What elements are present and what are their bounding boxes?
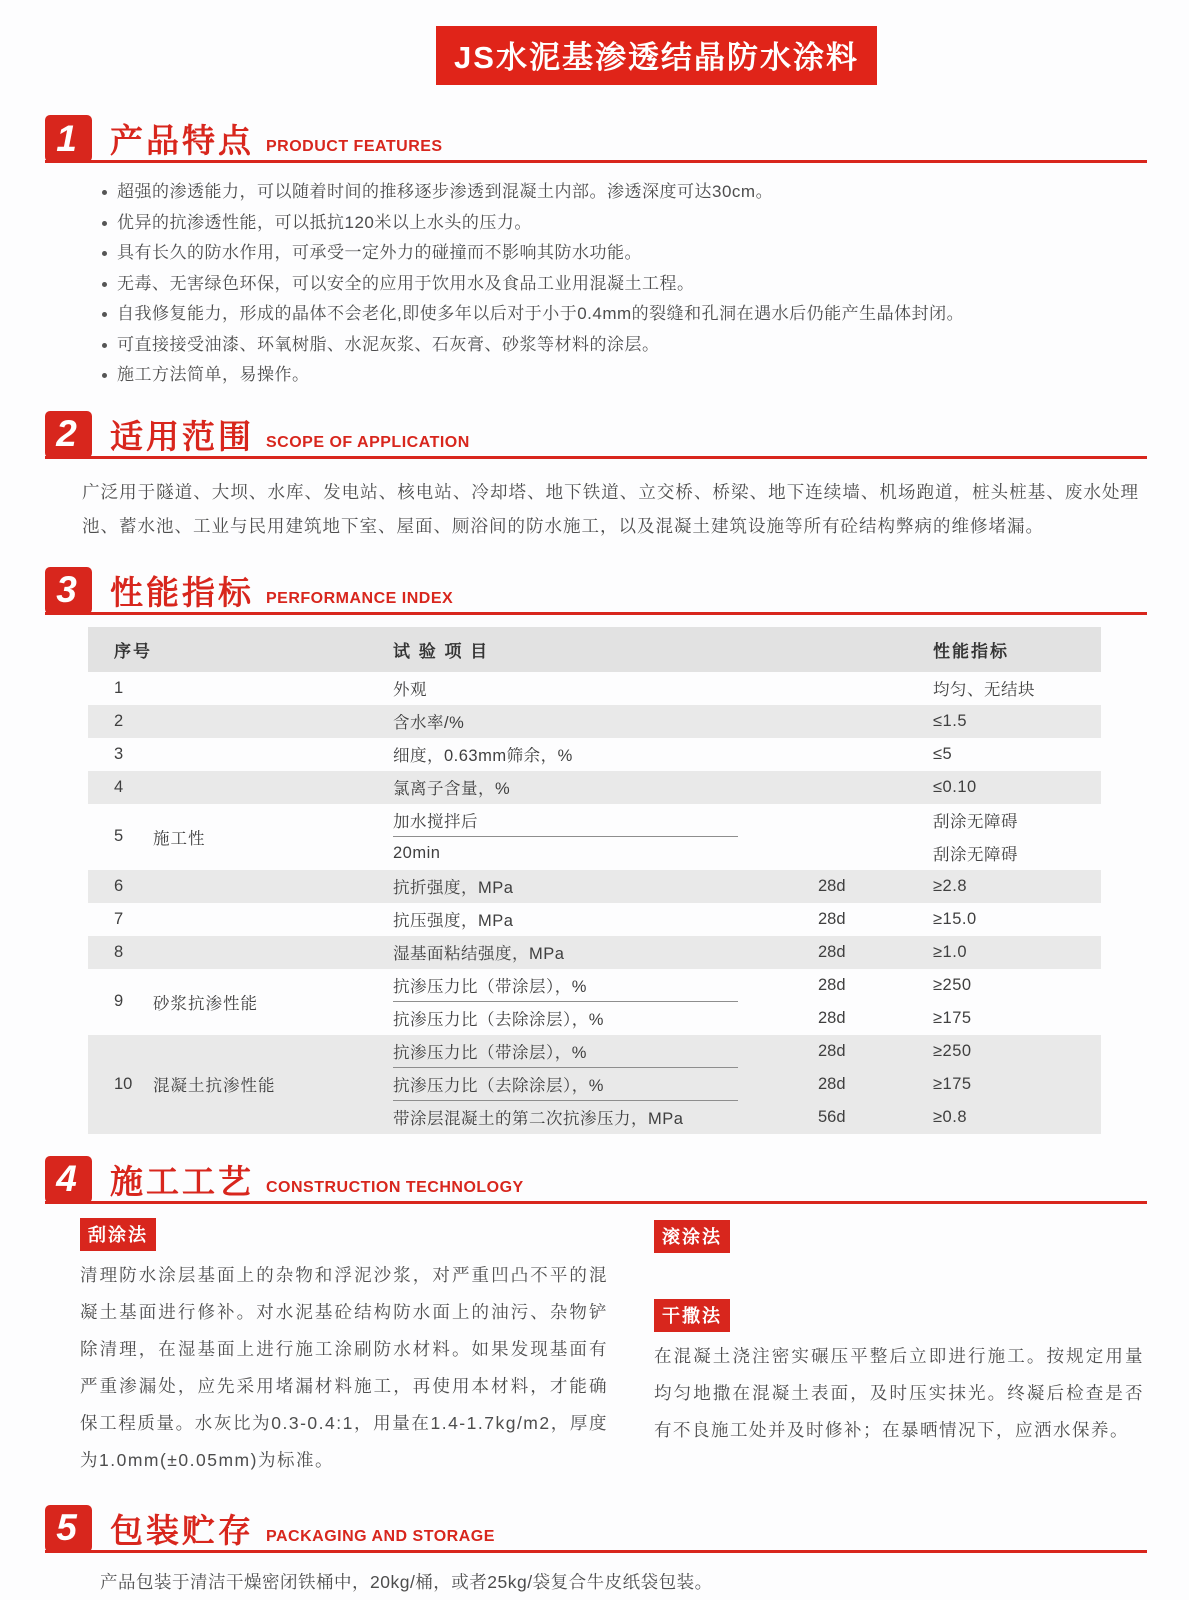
table-cell-value: ≥1.0 xyxy=(933,942,967,961)
table-cell-no: 3 xyxy=(114,744,124,763)
table-subrows xyxy=(393,903,1101,936)
table-subrow xyxy=(393,1068,1101,1101)
table-cell-item: 湿基面粘结强度，MPa xyxy=(393,945,565,963)
table-cell-no: 2 xyxy=(114,711,124,730)
table-cell-item: 抗折强度，MPa xyxy=(393,879,514,897)
feature-bullet: 超强的渗透能力，可以随着时间的推移逐步渗透到混凝土内部。渗透深度可达30cm。 xyxy=(100,177,1129,208)
table-subrow xyxy=(393,837,1101,870)
table-row xyxy=(88,1035,1101,1134)
table-subrow xyxy=(393,705,1101,738)
section-number-badge: 5 xyxy=(45,1505,92,1552)
table-cell-category: 施工性 xyxy=(153,829,206,848)
table-subrows xyxy=(393,672,1101,705)
method-dry-badge: 干撒法 xyxy=(654,1299,730,1332)
table-cell-value: 刮涂无障碍 xyxy=(933,846,1018,864)
section-features-heading xyxy=(45,115,1147,163)
table-subrows xyxy=(393,804,1101,870)
table-subrow xyxy=(393,969,1101,1002)
table-cell-value: ≤1.5 xyxy=(933,711,967,730)
table-cell-value: ≥250 xyxy=(933,975,972,994)
feature-bullet: 无毒、无害绿色环保，可以安全的应用于饮用水及食品工业用混凝土工程。 xyxy=(100,269,1129,300)
section-subtitle: SCOPE OF APPLICATION xyxy=(266,433,470,451)
table-cell-age: 28d xyxy=(818,942,846,961)
table-cell-no: 8 xyxy=(114,942,124,961)
section-number-badge: 2 xyxy=(45,411,92,458)
feature-bullet: 优异的抗渗透性能，可以抵抗120米以上水头的压力。 xyxy=(100,208,1129,239)
table-header-no: 序号 xyxy=(114,641,152,661)
table-cell-category: 砂浆抗渗性能 xyxy=(153,994,258,1013)
table-cell-age: 28d xyxy=(818,909,846,928)
table-cell-value: 刮涂无障碍 xyxy=(933,813,1018,831)
section-subtitle: PACKAGING AND STORAGE xyxy=(266,1527,495,1545)
table-subrow xyxy=(393,672,1101,705)
method-scrape-body: 清理防水涂层基面上的杂物和浮泥沙浆，对严重凹凸不平的混凝土基面进行修补。对水泥基砼结构防水面上的油污、杂物铲除清理，在湿基面上进行施工涂刷防水材料。如果发现基面有严重渗漏处，应先采用堵漏材料施工，再使用本材料，才能确保工程质量。水灰比为0.3-0.4:1，用量在1.4-1.7kg/m2，厚度为1.0mm(±0.05mm)为标准。 xyxy=(80,1264,608,1470)
method-roll-badge: 滚涂法 xyxy=(654,1220,730,1253)
table-cell-item: 抗压强度，MPa xyxy=(393,912,514,930)
table-cell-item: 抗渗压力比（去除涂层），% xyxy=(393,1011,604,1029)
page-title: JS水泥基渗透结晶防水涂料 xyxy=(436,26,877,85)
performance-table xyxy=(88,627,1101,1134)
table-header-item: 试 验 项 目 xyxy=(393,641,490,661)
section-title: 适用范围 xyxy=(110,417,254,455)
section-title: 包装贮存 xyxy=(110,1511,254,1549)
table-row xyxy=(88,771,1101,804)
table-body xyxy=(88,672,1101,1134)
section-construction-heading xyxy=(45,1156,1147,1204)
table-cell-no: 6 xyxy=(114,876,124,895)
method-scrape-badge: 刮涂法 xyxy=(80,1218,156,1251)
table-subrow xyxy=(393,903,1101,936)
method-dry-body: 在混凝土浇注密实碾压平整后立即进行施工。按规定用量均匀地撒在混凝土表面，及时压实抹光。终凝后检查是否有不良施工处并及时修补；在暴晒情况下，应洒水保养。 xyxy=(654,1345,1144,1440)
table-cell-value: ≥250 xyxy=(933,1041,972,1060)
feature-bullet: 自我修复能力，形成的晶体不会老化,即使多年以后对于小于0.4mm的裂缝和孔洞在遇水后仍能产生晶体封闭。 xyxy=(100,299,1129,330)
table-row xyxy=(88,870,1101,903)
table-subrows xyxy=(393,870,1101,903)
table-subrows xyxy=(393,969,1101,1035)
table-cell-no: 4 xyxy=(114,777,124,796)
table-row xyxy=(88,705,1101,738)
method-right-column xyxy=(650,1218,1144,1479)
table-cell-no: 9 xyxy=(114,992,124,1010)
table-subrows xyxy=(393,771,1101,804)
table-subrows xyxy=(393,705,1101,738)
table-cell-item: 细度，0.63mm筛余，% xyxy=(393,747,573,765)
section-number-badge: 1 xyxy=(45,115,92,162)
table-subrow xyxy=(393,771,1101,804)
table-subrows xyxy=(393,738,1101,771)
table-row xyxy=(88,969,1101,1035)
table-subrow xyxy=(393,1101,1101,1134)
table-subrows xyxy=(393,1035,1101,1134)
table-cell-value: ≥175 xyxy=(933,1074,972,1093)
table-cell-age: 28d xyxy=(818,1041,846,1060)
feature-bullet: 施工方法简单，易操作。 xyxy=(100,360,1129,391)
table-subrow xyxy=(393,1035,1101,1068)
table-subrow xyxy=(393,1002,1101,1035)
table-row xyxy=(88,903,1101,936)
table-cell-item: 20min xyxy=(393,843,441,862)
section-subtitle: PRODUCT FEATURES xyxy=(266,138,443,155)
table-cell-item: 抗渗压力比（去除涂层），% xyxy=(393,1077,604,1095)
section-subtitle: CONSTRUCTION TECHNOLOGY xyxy=(266,1178,524,1196)
table-cell-no: 1 xyxy=(114,678,124,697)
section-title: 施工工艺 xyxy=(110,1162,254,1200)
table-cell-category: 混凝土抗渗性能 xyxy=(153,1077,276,1095)
method-scrape-block xyxy=(80,1218,608,1479)
table-row xyxy=(88,804,1101,870)
table-cell-value: ≤0.10 xyxy=(933,777,977,796)
section-packaging-heading xyxy=(45,1505,1147,1553)
table-cell-age: 28d xyxy=(818,1008,846,1027)
feature-bullet: 可直接接受油漆、环氧树脂、水泥灰浆、石灰膏、砂浆等材料的涂层。 xyxy=(100,330,1129,361)
table-header-row xyxy=(88,627,1101,672)
section-scope-heading xyxy=(45,411,1147,459)
table-subrow xyxy=(393,936,1101,969)
banner-row xyxy=(0,0,1189,85)
section-title: 产品特点 xyxy=(110,122,254,159)
table-cell-item: 带涂层混凝土的第二次抗渗压力，MPa xyxy=(393,1110,684,1128)
table-cell-item: 外观 xyxy=(393,681,427,699)
table-cell-value: ≥2.8 xyxy=(933,876,967,895)
table-cell-no: 10 xyxy=(114,1074,133,1093)
table-cell-age: 28d xyxy=(818,975,846,994)
table-cell-age: 28d xyxy=(818,1074,846,1093)
packaging-paragraph: 产品包装于清洁干燥密闭铁桶中，20kg/桶，或者25kg/袋复合牛皮纸袋包装。 xyxy=(100,1571,713,1592)
table-cell-item: 加水搅拌后 xyxy=(393,813,478,831)
construction-methods xyxy=(80,1218,1144,1479)
table-cell-value: ≥175 xyxy=(933,1008,972,1027)
table-cell-age: 28d xyxy=(818,876,846,895)
table-cell-value: ≤5 xyxy=(933,744,953,763)
section-number-badge: 4 xyxy=(45,1156,92,1203)
feature-bullet-list xyxy=(100,177,1129,391)
feature-bullet: 具有长久的防水作用，可承受一定外力的碰撞而不影响其防水功能。 xyxy=(100,238,1129,269)
table-row xyxy=(88,738,1101,771)
table-cell-age: 56d xyxy=(818,1107,846,1126)
table-subrow xyxy=(393,804,1101,837)
scope-paragraph: 广泛用于隧道、大坝、水库、发电站、核电站、冷却塔、地下铁道、立交桥、桥梁、地下连续墙、机场跑道，桩头桩基、废水处理池、蓄水池、工业与民用建筑地下室、屋面、厕浴间的防水施工，以及混凝土建筑设施等所有砼结构弊病的维修堵漏。 xyxy=(82,481,1139,536)
section-title: 性能指标 xyxy=(110,573,254,611)
table-cell-item: 含水率/% xyxy=(393,714,465,732)
table-cell-value: 均匀、无结块 xyxy=(933,681,1035,699)
section-performance-heading xyxy=(45,567,1147,615)
table-cell-item: 抗渗压力比（带涂层），% xyxy=(393,1044,587,1062)
table-row xyxy=(88,936,1101,969)
table-header-index: 性能指标 xyxy=(933,641,1009,661)
table-subrow xyxy=(393,738,1101,771)
table-row xyxy=(88,672,1101,705)
table-subrows xyxy=(393,936,1101,969)
table-cell-no: 5 xyxy=(114,827,124,845)
table-cell-value: ≥0.8 xyxy=(933,1107,967,1126)
table-cell-value: ≥15.0 xyxy=(933,909,977,928)
table-subrow xyxy=(393,870,1101,903)
table-cell-item: 抗渗压力比（带涂层），% xyxy=(393,978,587,996)
section-subtitle: PERFORMANCE INDEX xyxy=(266,589,454,607)
table-cell-no: 7 xyxy=(114,909,124,928)
table-cell-item: 氯离子含量，% xyxy=(393,780,511,798)
section-number-badge: 3 xyxy=(45,567,92,614)
